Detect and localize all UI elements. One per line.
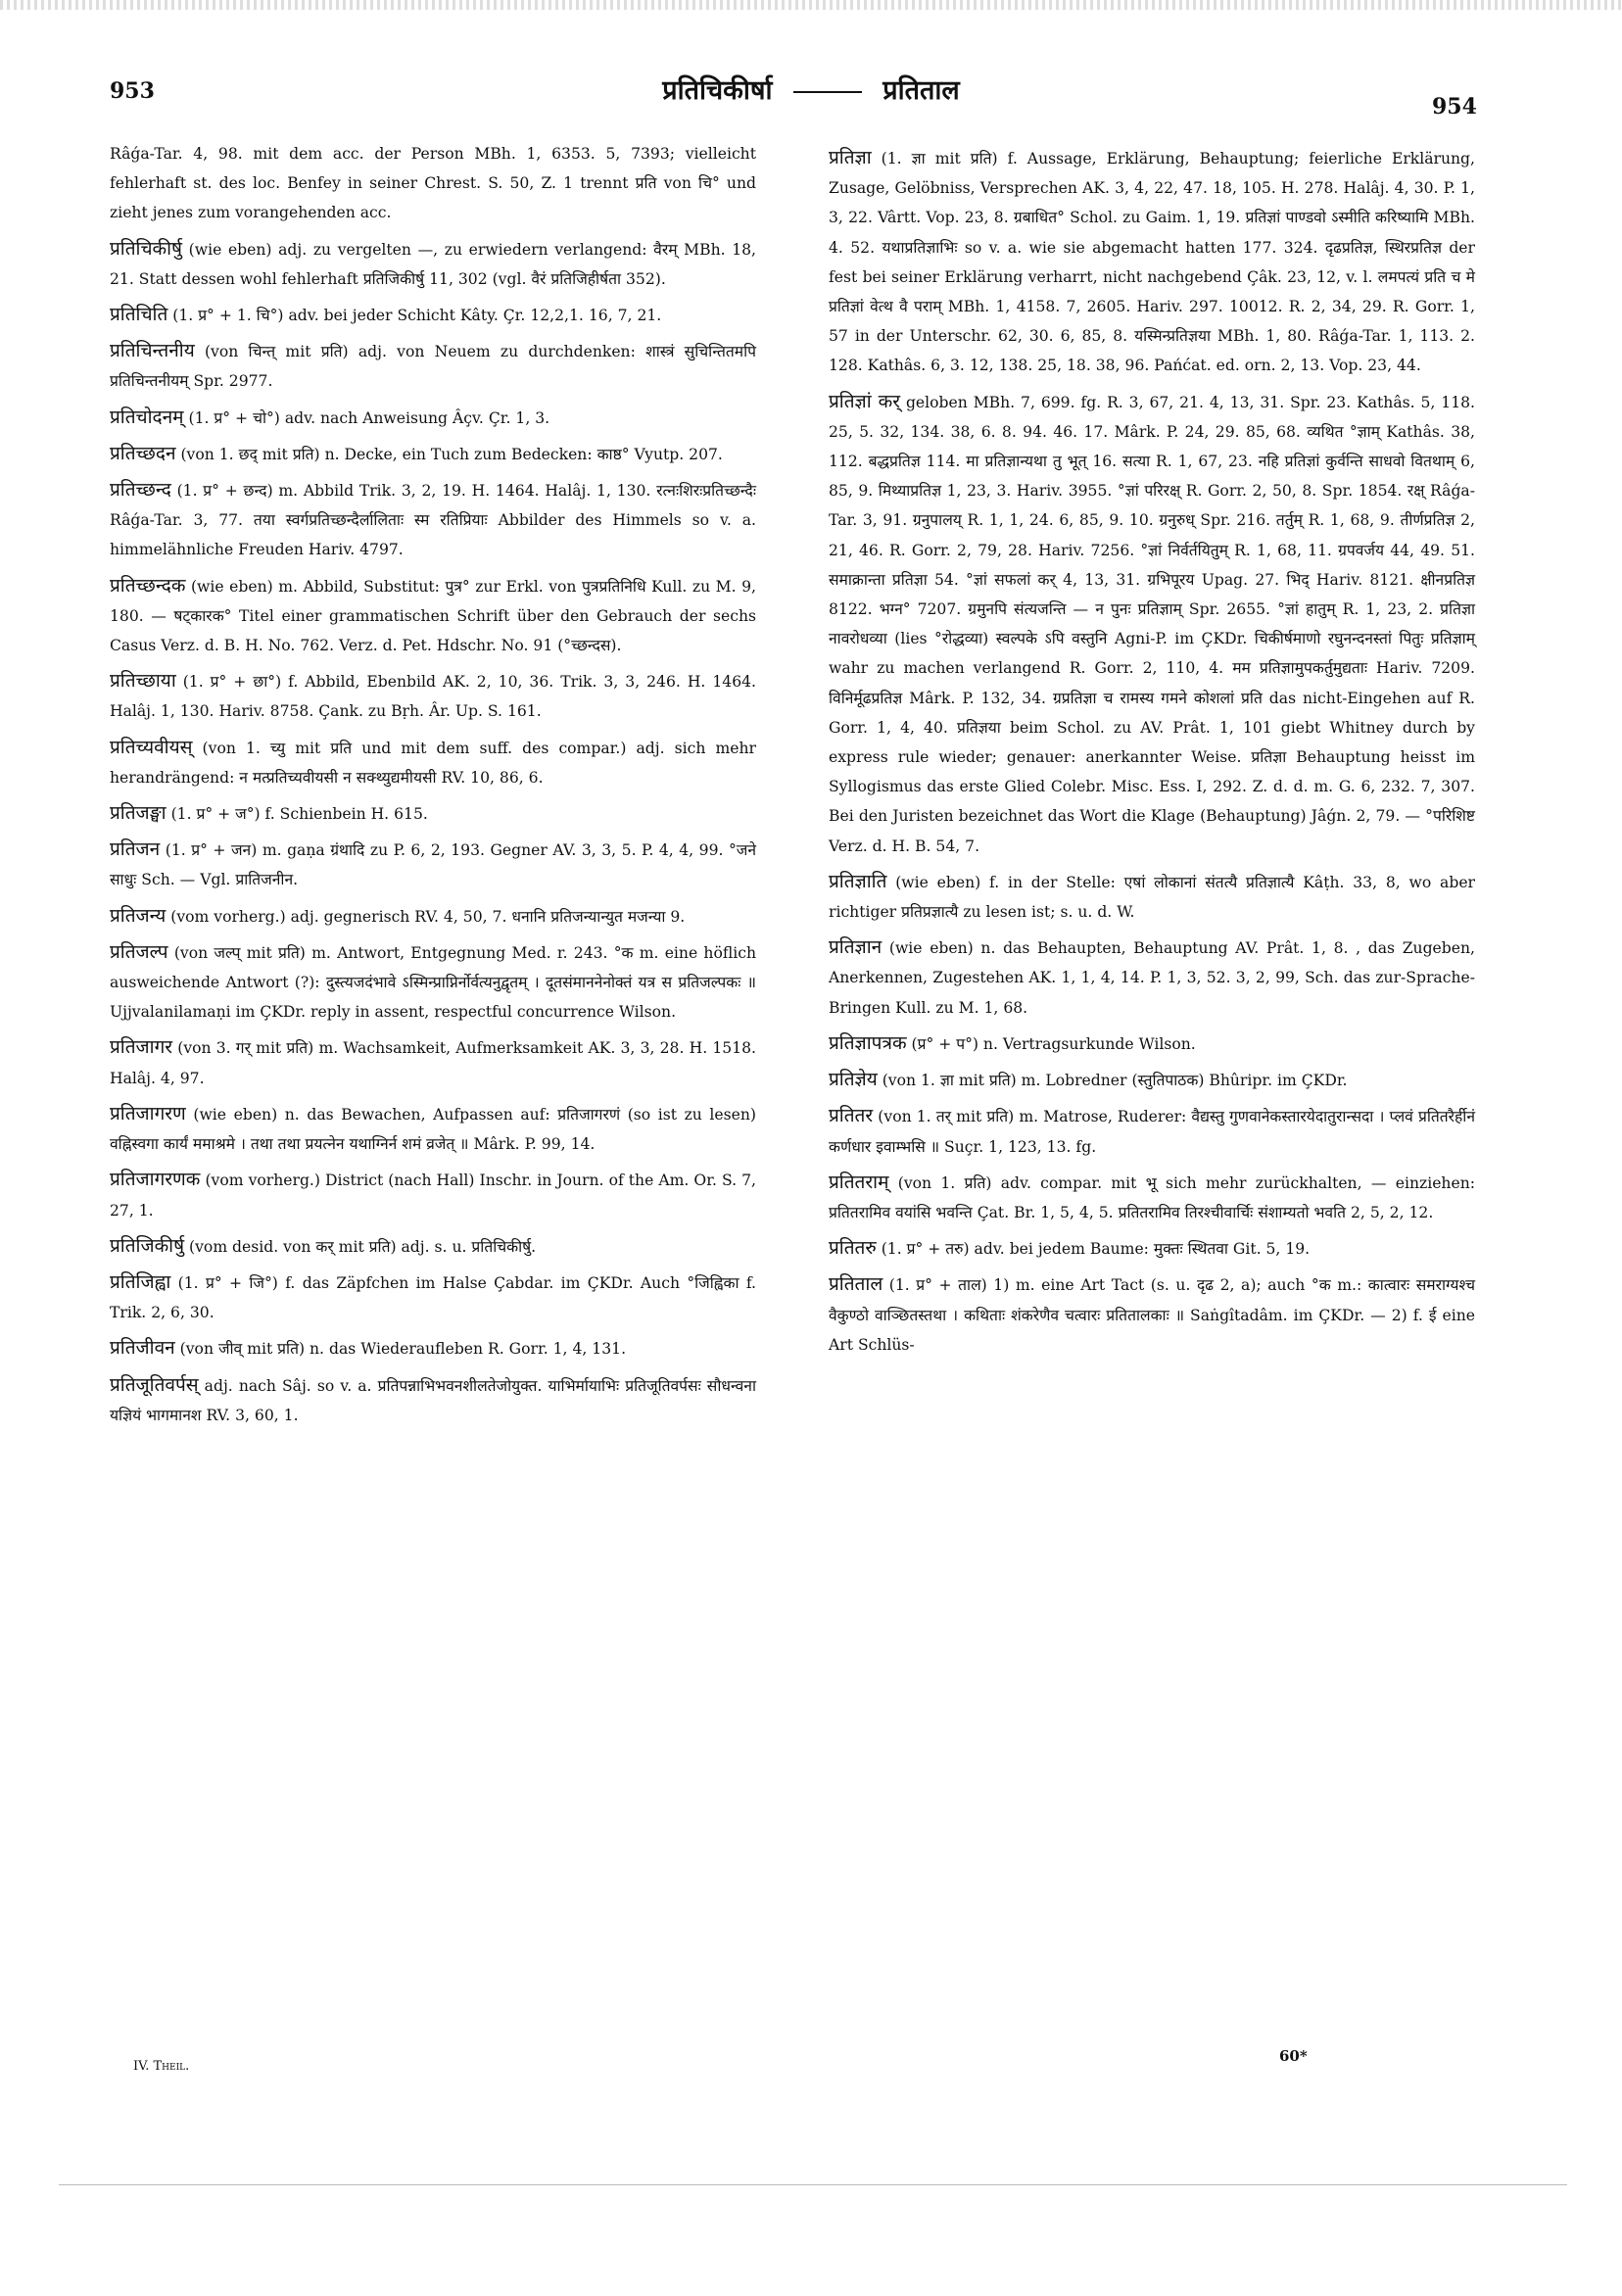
entry-text: (1. प्र° + चो°) adv. nach Anweisung Âçv. Çr. 1, 3. <box>183 408 550 427</box>
entry-text: Râǵa-Tar. 4, 98. mit dem acc. der Person MBh. 1, 6353. 5, 7393; vielleicht fehlerhaft st. des loc. Benfey in seiner Chrest. S. 50, Z. 1 trennt प्रति von चि° und zieht jenes zum vorangehenden acc. <box>110 145 756 222</box>
dictionary-entry <box>110 139 756 228</box>
entry-text: (1. प्र° + तरु) adv. bei jedem Baume: मुक्तः स्थितवा Git. 5, 19. <box>876 1240 1311 1259</box>
dictionary-entry <box>110 1231 756 1262</box>
entry-headword: प्रतिज्ञेय <box>829 1069 878 1091</box>
dictionary-entry <box>110 234 756 294</box>
dictionary-entry <box>829 143 1475 381</box>
dictionary-entry <box>829 1269 1475 1360</box>
entry-text: (von 1. च्यु mit प्रति und mit dem suff. des compar.) adj. sich mehr herandrängend: न मत्प्रतिच्यवीयसी न सक्थ्युद्यमीयसी RV. 10, 86, 6. <box>110 739 756 787</box>
entry-headword: प्रतिज्ञापत्रक <box>829 1031 907 1054</box>
entry-headword: प्रतिच्छन्द <box>110 479 171 502</box>
entry-text: (vom vorherg.) District (nach Hall) Inschr. in Journ. of the Am. Or. S. 7, 27, 1. <box>110 1172 756 1220</box>
entry-headword: प्रतिजीवन <box>110 1337 175 1360</box>
entry-text: (wie eben) adj. zu vergelten —, zu erwiedern verlangend: वैरम् MBh. 18, 21. Statt dessen wohl fehlerhaft प्रतिजिकीर्षु 11, 302 (vgl. वैरं प्रतिजिहीर्षता 352). <box>110 240 756 288</box>
entry-text: adj. nach Sâj. so v. a. प्रतिपन्नाभिभवनशीलतेजोयुक्त. याभिर्मायाभिः प्रतिजूतिवर्पसः सौधन्वना यज्ञियं भागमानश RV. 3, 60, 1. <box>110 1376 756 1424</box>
entry-text: (von चिन्त् mit प्रति) adj. von Neuem zu durchdenken: शास्त्रं सुचिन्तितमपि प्रतिचिन्तनीयम् Spr. 2977. <box>110 343 756 391</box>
dictionary-entry <box>110 403 756 433</box>
dictionary-entry <box>110 439 756 469</box>
dictionary-entry <box>110 798 756 829</box>
dictionary-entry <box>829 1065 1475 1095</box>
entry-text: (vom vorherg.) adj. gegnerisch RV. 4, 50, 7. धनानि प्रतिजन्यान्युत मजन्या 9. <box>166 907 686 926</box>
dictionary-entry <box>110 300 756 330</box>
entry-text: (1. प्र° + ताल) 1) m. eine Art Tact (s. u. दृढ 2, a); auch °क m.: कात्वारः समराग्यश्च वैकुण्ठो वाञ्छितस्तथा । कथिताः शंकरेणैव चत्वारः प्रतितालकाः ॥ Saṅgîtadâm. im ÇKDr. — 2) f. ई eine Art Schlüs- <box>829 1276 1475 1354</box>
entry-headword: प्रतिजल्प <box>110 940 168 963</box>
entry-headword: प्रतिज्ञा <box>829 147 872 168</box>
entry-headword: प्रतितर <box>829 1105 874 1127</box>
signature-mark: 60* <box>1279 2047 1308 2065</box>
running-head-right: प्रतिताल <box>883 75 960 106</box>
entry-headword: प्रतिज्ञाति <box>829 870 887 892</box>
entry-text: (von जल्प् mit प्रति) m. Antwort, Entgegnung Med. r. 243. °क m. eine höflich ausweichende Antwort (?): दुस्त्यजदंभावे ऽस्मिन्प्राप्निर्नोर्वत्यनुद्वृतम् । दूतसंमाननेनोक्तं यत्र स प्रतिजल्पकः ॥ Ujjvalanilamaṇi im ÇKDr. reply in assent, respectful concurrence Wilson. <box>110 943 756 1022</box>
entry-headword: प्रतिच्छदन <box>110 442 176 464</box>
dictionary-entry <box>110 937 756 1028</box>
entry-text: (wie eben) n. das Behaupten, Behauptung AV. Prât. 1, 8. , das Zugeben, Anerkennen, Zugestehen AK. 1, 1, 4, 14. P. 1, 3, 52. 3, 2, 99, Sch. das zur-Sprache-Bringen Kull. zu M. 1, 68. <box>829 939 1475 1017</box>
entry-headword: प्रतितराम् <box>829 1171 889 1193</box>
left-page-number: 953 <box>110 78 155 104</box>
dictionary-entry <box>110 1268 756 1327</box>
dictionary-entry <box>829 933 1475 1023</box>
entry-headword: प्रतिचिन्तनीय <box>110 340 195 362</box>
dictionary-entry <box>110 901 756 932</box>
entry-headword: प्रतिजन <box>110 838 161 861</box>
entry-text: geloben MBh. 7, 699. fg. R. 3, 67, 21. 4, 13, 31. Spr. 23. Kathâs. 5, 118. 25, 5. 32, 134. 38, 6. 8. 94. 46. 17. Mârk. P. 24, 29. 85, 68. व्यथित °ज्ञाम् Kathâs. 38, 112. बद्धप्रतिज्ञ 114. मा प्रतिज्ञान्यथा तु भूत् 16. सत्या R. 1, 67, 23. नहि प्रतिज्ञां कुर्वन्ति साधवो वितथाम् 6, 85, 9. मिथ्याप्रतिज्ञ 1, 23, 3. Hariv. 3955. °ज्ञां परिरक्ष् R. Gorr. 2, 50, 8. Spr. 1854. रक्ष् Râǵa-Tar. 3, 91. ग्रनुपालय् R. 1, 1, 24. 6, 85, 9. 10. ग्रनुरुध् Spr. 216. तर्तुम् R. 1, 68, 9. तीर्णप्रतिज्ञ 2, 21, 46. R. Gorr. 2, 79, 28. Hariv. 7256. °ज्ञां निर्वर्तयितुम् R. 1, 68, 11. ग्रपवर्जय 44, 49. 51. समाक्रान्ता प्रतिज्ञा 54. °ज्ञां सफलां कर् 4, 13, 31. ग्रभिपूरय Upag. 27. भिद् Hariv. 8121. क्षीनप्रतिज्ञ 8122. भग्न° 7207. ग्रमुनपि संत्यजन्ति — न पुनः प्रतिज्ञाम् Spr. 2655. °ज्ञां हातुम् R. 1, 23, 2. प्रतिज्ञा नावरोधव्या (lies °रोद्धव्या) स्वल्पके ऽपि वस्तुनि Agni-P. im ÇKDr. चिकीर्षमाणो रघुनन्दनस्तां पितुः प्रतिज्ञाम् wahr zu machen verlangend R. Gorr. 2, 110, 4. मम प्रतिज्ञामुपकर्तुमुद्यताः Hariv. 7209. विनिर्मूढप्रतिज्ञ Mârk. P. 132, 34. ग्रप्रतिज्ञा च रामस्य गमने कोशलां प्रति das nicht-Eingehen auf R. Gorr. 1, 4, 40. प्रतिज्ञया beim Schol. zu AV. Prât. 1, 101 giebt Whitney durch by express rule wieder; genauer: anerkannter Weise. प्रतिज्ञा Behauptung heisst im Syllogismus das erste Glied Colebr. Misc. Ess. I, 292. Z. d. d. m. G. 6, 232. 7, 307. Bei den Juristen bezeichnet das Wort die Klage (Behauptung) Jâǵn. 2, 79. — °परिशिष्ट Verz. d. H. B. 54, 7. <box>829 393 1475 855</box>
entry-text: (von 1. तर् mit प्रति) m. Matrose, Ruderer: वैद्यस्तु गुणवानेकस्तारयेदातुरान्सदा । प्लवं प्रतितरैर्हीनं कर्णधार इवाम्भसि ॥ Suçr. 1, 123, 13. fg. <box>829 1108 1475 1156</box>
dictionary-entry <box>110 1032 756 1092</box>
entry-headword: प्रतिच्छन्दक <box>110 574 186 597</box>
entry-text: (1. प्र° + 1. चि°) adv. bei jeder Schicht Kâty. Çr. 12,2,1. 16, 7, 21. <box>167 307 662 325</box>
entry-text: (1. प्र° + जि°) f. das Zäpfchen im Halse Çabdar. im ÇKDr. Auch °जिह्विका f. Trik. 2, 6, 30. <box>110 1273 756 1322</box>
entry-headword: प्रतिज्ञां कर् <box>829 390 901 412</box>
left-column <box>110 139 756 1436</box>
dictionary-entry <box>110 1333 756 1363</box>
right-column <box>829 143 1475 1365</box>
entry-text: (von जीव् mit प्रति) n. das Wiederaufleben R. Gorr. 1, 4, 131. <box>174 1340 627 1359</box>
dictionary-entry <box>110 571 756 661</box>
entry-headword: प्रतिजिकीर्षु <box>110 1234 185 1257</box>
entry-headword: प्रतिजिह्वा <box>110 1270 171 1293</box>
entry-headword: प्रतिजागरण <box>110 1102 186 1124</box>
dictionary-entry <box>110 1370 756 1430</box>
entry-headword: प्रतिच्यवीयस् <box>110 736 193 758</box>
dictionary-entry <box>110 1099 756 1159</box>
entry-headword: प्रतितरु <box>829 1237 877 1260</box>
dictionary-entry <box>110 475 756 565</box>
entry-headword: प्रतिजागर <box>110 1036 173 1059</box>
entry-headword: प्रतिचोदनम् <box>110 406 184 428</box>
entry-text: (1. प्र° + छा°) f. Abbild, Ebenbild AK. 2, 10, 36. Trik. 3, 3, 246. H. 1464. Halâj. 1, 130. Hariv. 8758. Çank. zu Bṛh. Âr. Up. S. 161. <box>110 673 756 721</box>
entry-text: (von 3. गर् mit प्रति) m. Wachsamkeit, Aufmerksamkeit AK. 3, 3, 28. H. 1518. Halâj. 4, 97. <box>110 1039 756 1087</box>
entry-text: (1. प्र° + जन) m. gaṇa ग्रंथादि zu P. 6, 2, 193. Gegner AV. 3, 3, 5. P. 4, 4, 99. °जने साधुः Sch. — Vgl. प्रातिजनीन. <box>110 841 756 889</box>
entry-headword: प्रतिचिकीर्षु <box>110 237 183 260</box>
right-page-number: 954 <box>1432 94 1477 120</box>
dictionary-entry <box>110 336 756 396</box>
dictionary-entry <box>829 1028 1475 1059</box>
dictionary-entry <box>829 867 1475 927</box>
scan-artifact <box>0 0 1622 10</box>
entry-headword: प्रतिताल <box>829 1273 883 1296</box>
entry-headword: प्रतिजागरणक <box>110 1169 201 1191</box>
running-head <box>0 71 1622 107</box>
entry-text: (1. प्र° + ज°) f. Schienbein H. 615. <box>166 805 428 824</box>
running-head-dash <box>793 91 862 93</box>
dictionary-entry <box>110 733 756 792</box>
entry-text: (wie eben) f. in der Stelle: एषां लोकानां संतत्यै प्रतिज्ञात्यै Kâṭh. 33, 8, wo aber richtiger प्रतिप्रज्ञात्यै zu lesen ist; s. u. d. W. <box>829 873 1475 922</box>
entry-text: (wie eben) m. Abbild, Substitut: पुत्र° zur Erkl. von पुत्रप्रतिनिधि Kull. zu M. 9, 180. — षट्कारक° Titel einer grammatischen Schrift über den Gebrauch der sechs Casus Verz. d. B. H. No. 762. Verz. d. Pet. Hdschr. No. 91 (°च्छन्दस). <box>110 577 756 655</box>
dictionary-entry <box>110 1165 756 1224</box>
dictionary-entry <box>829 387 1475 861</box>
entry-headword: प्रतिचिति <box>110 304 168 326</box>
entry-headword: प्रतिजन्य <box>110 904 167 927</box>
dictionary-entry <box>829 1101 1475 1161</box>
entry-headword: प्रतिजूतिवर्पस् <box>110 1373 199 1396</box>
entry-text: (von 1. प्रति) adv. compar. mit भू sich mehr zurückhalten, — einziehen: प्रतितरामिव वयांसि भवन्ति Çat. Br. 1, 5, 4, 5. प्रतितरामिव तिरश्चीवार्चिः संशाम्यतो भवति 2, 5, 2, 12. <box>829 1173 1475 1221</box>
dictionary-entry <box>829 1233 1475 1264</box>
dictionary-entry <box>110 835 756 894</box>
entry-text: (wie eben) n. das Bewachen, Aufpassen auf: प्रतिजागरणं (so ist zu lesen) वह्निस्वगा कार्यं ममाश्रमे । तथा तथा प्रयत्नेन यथाग्निर्न शमं व्रजेत् ॥ Mârk. P. 99, 14. <box>110 1105 756 1154</box>
entry-text: (vom desid. von कर् mit प्रति) adj. s. u. प्रतिचिकीर्षु. <box>184 1237 537 1256</box>
entry-headword: प्रतिजङ्घा <box>110 802 167 825</box>
entry-text: (प्र° + प°) n. Vertragsurkunde Wilson. <box>906 1034 1196 1053</box>
running-head-left: प्रतिचिकीर्षा <box>662 75 773 106</box>
entry-headword: प्रतिज्ञान <box>829 936 883 959</box>
dictionary-entry <box>829 1168 1475 1227</box>
entry-text: (1. ज्ञा mit प्रति) f. Aussage, Erklärung, Behauptung; feierliche Erklärung, Zusage, Gelöbniss, Versprechen AK. 3, 4, 22, 47. 18, 105. H. 278. Halâj. 4, 30. P. 1, 3, 22. Vârtt. Vop. 23, 8. ग्रबाधित° Schol. zu Gaim. 1, 19. प्रतिज्ञां पाण्डवो ऽस्मीति करिष्यामि MBh. 4. 52. यथाप्रतिज्ञाभिः so v. a. wie sie abgemacht hatten 177. 324. दृढप्रतिज्ञ, स्थिरप्रतिज्ञ der fest bei seiner Erklärung verharrt, nicht nachgebend Çâk. 23, 12, v. l. लमपत्यं प्रति च मे प्रतिज्ञां वेत्थ वै पराम् MBh. 1, 4158. 7, 2605. Hariv. 297. 10012. R. 2, 34, 29. R. Gorr. 1, 57 in der Unterschr. 62, 30. 6, 85, 8. यस्मिन्प्रतिज्ञया MBh. 1, 80. Râǵa-Tar. 1, 113. 2. 128. Kathâs. 6, 3. 12, 138. 25, 18. 38, 96. Pańćat. ed. orn. 2, 13. Vop. 23, 44. <box>829 150 1475 375</box>
entry-text: (1. प्र° + छन्द) m. Abbild Trik. 3, 2, 19. H. 1464. Halâj. 1, 130. रत्नःशिरःप्रतिच्छन्दैः Râǵa-Tar. 3, 77. तया स्वर्गप्रतिच्छन्दैर्लालिताः स्म रतिप्रियाः Abbilder des Himmels so v. a. himmelähnliche Freuden Hariv. 4797. <box>110 482 756 559</box>
dictionary-entry <box>110 666 756 726</box>
volume-label: IV. Theil. <box>133 2059 190 2074</box>
entry-text: (von 1. छद् mit प्रति) n. Decke, ein Tuch zum Bedecken: काष्ठ° Vyutp. 207. <box>175 445 723 463</box>
entry-headword: प्रतिच्छाया <box>110 670 176 693</box>
entry-text: (von 1. ज्ञा mit प्रति) m. Lobredner (स्तुतिपाठक) Bhûripr. im ÇKDr. <box>877 1072 1348 1090</box>
bottom-rule <box>59 2184 1567 2185</box>
